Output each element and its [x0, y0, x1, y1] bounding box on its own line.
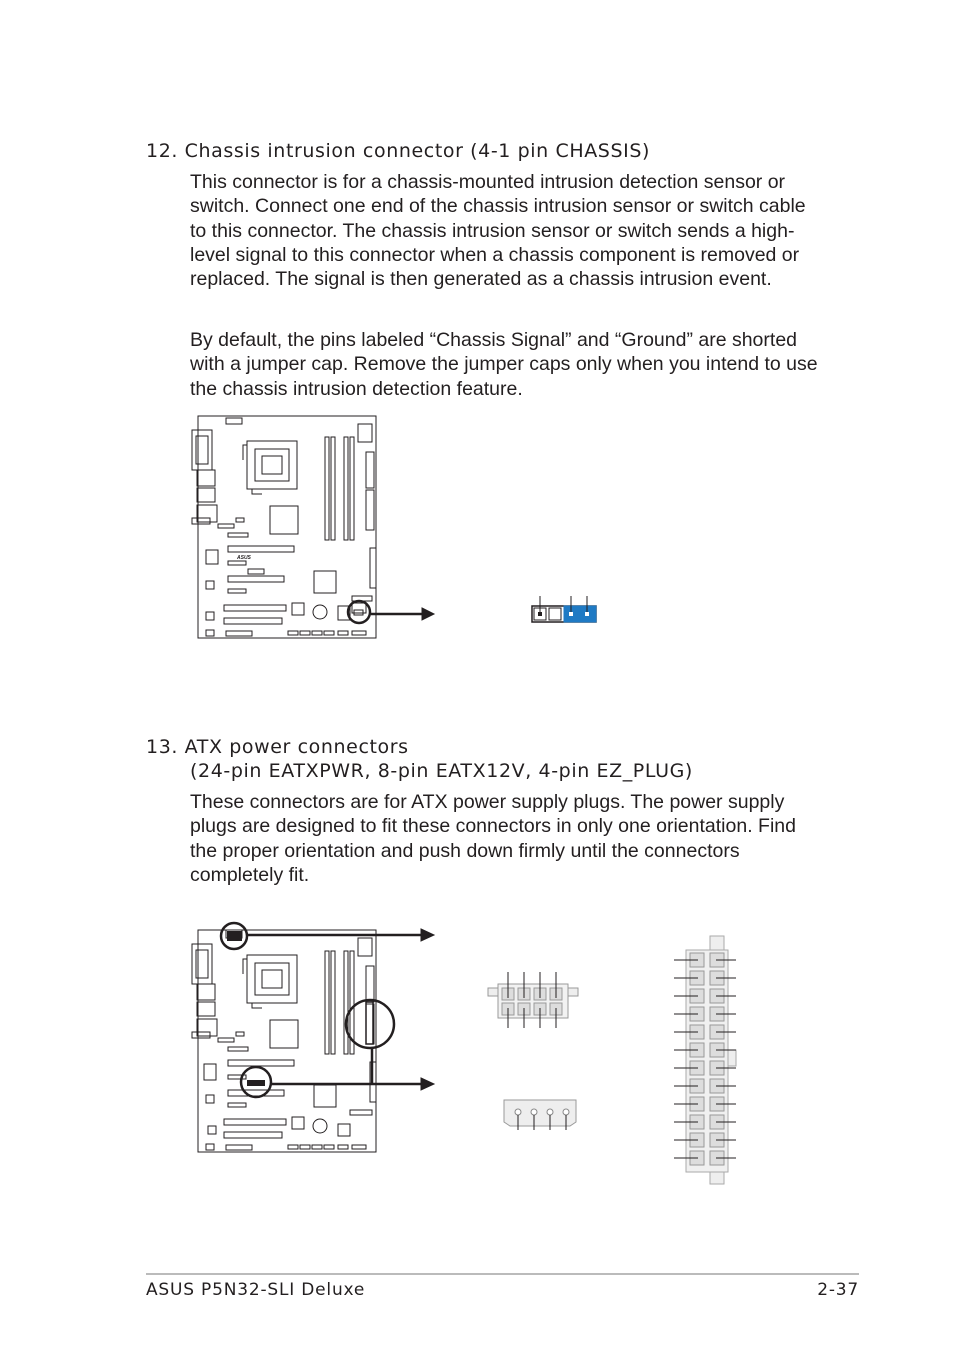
section-12-paragraph-1: This connector is for a chassis-mounted intrusion detection sensor or switch. Connect one end of the chassis intrusion sensor or switch cable to this connector. The chassis intrusion sensor or switch sends a high-level signal to this connector when a chassis component is removed or replaced. The signal is then generated as a chassis intrusion event.: [190, 171, 806, 291]
eatxpwr-24pin-connector: [674, 936, 736, 1184]
board-logo: ASUS: [237, 555, 251, 561]
motherboard-diagram-power: [192, 923, 394, 1152]
section-13-heading-line-2: (24-pin EATXPWR, 8-pin EATX12V, 4-pin EZ_PLUG): [190, 760, 693, 782]
eatx12v-8pin-connector: [488, 972, 578, 1028]
section-13-paragraph-1: These connectors are for ATX power supply plugs. The power supply plugs are designed to fit these connectors in only one orientation. Find the proper orientation and push down firmly until the connectors completely fit.: [190, 791, 796, 886]
section-12-paragraph-2: By default, the pins labeled “Chassis Signal” and “Ground” are shorted with a jumper cap. Remove the jumper caps only when you intend to use the chassis intrusion detection feature.: [190, 329, 818, 400]
motherboard-diagram-chassis: [192, 416, 376, 638]
footer-divider: [146, 1273, 859, 1275]
ez-plug-4pin-connector: [504, 1100, 576, 1130]
footer-page-number: 2-37: [817, 1280, 859, 1300]
section-13-heading: 13. ATX power connectors: [146, 736, 409, 758]
chassis-pin-header: [532, 596, 596, 622]
section-12-heading: 12. Chassis intrusion connector (4-1 pin CHASSIS): [146, 140, 651, 162]
footer-product-name: ASUS P5N32-SLI Deluxe: [146, 1280, 366, 1300]
